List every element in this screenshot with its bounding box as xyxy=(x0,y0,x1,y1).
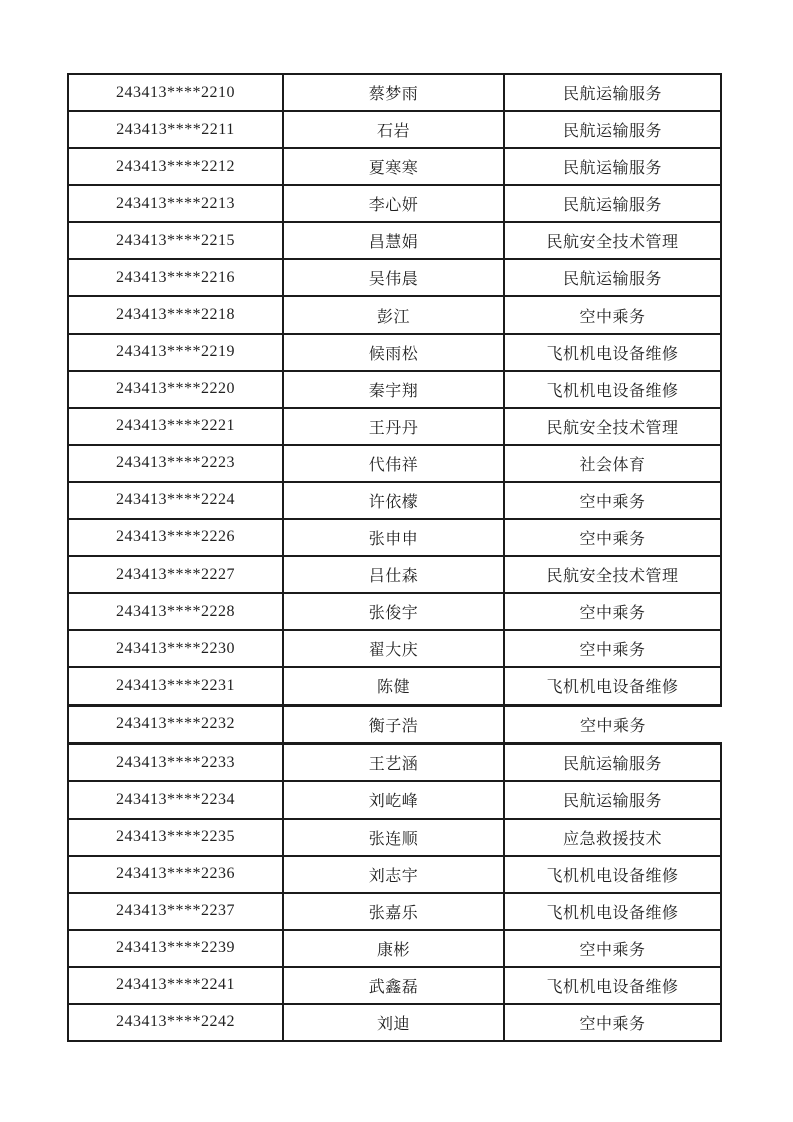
name-cell: 吕仕森 xyxy=(283,556,504,593)
major-cell: 民航运输服务 xyxy=(504,781,721,818)
table-row xyxy=(68,334,721,371)
student-id-cell: 243413****2236 xyxy=(68,856,283,893)
table-row xyxy=(68,296,721,333)
name-cell: 陈健 xyxy=(283,667,504,705)
table-row xyxy=(68,630,721,667)
name-cell: 李心妍 xyxy=(283,185,504,222)
name-cell: 武鑫磊 xyxy=(283,967,504,1004)
student-id-cell: 243413****2215 xyxy=(68,222,283,259)
student-id-cell: 243413****2230 xyxy=(68,630,283,667)
table-row xyxy=(68,593,721,630)
table-row xyxy=(68,74,721,111)
student-id-cell: 243413****2212 xyxy=(68,148,283,185)
major-cell: 民航运输服务 xyxy=(504,259,721,296)
student-id-cell: 243413****2210 xyxy=(68,74,283,111)
major-cell: 民航运输服务 xyxy=(504,185,721,222)
major-cell: 民航运输服务 xyxy=(504,744,721,782)
student-id-cell: 243413****2227 xyxy=(68,556,283,593)
major-cell: 飞机机电设备维修 xyxy=(504,856,721,893)
table-row xyxy=(68,856,721,893)
table-row xyxy=(68,185,721,222)
student-id-cell: 243413****2223 xyxy=(68,445,283,482)
table-row xyxy=(68,259,721,296)
table-row xyxy=(68,967,721,1004)
student-id-cell: 243413****2231 xyxy=(68,667,283,705)
major-cell: 民航运输服务 xyxy=(504,74,721,111)
major-cell: 民航运输服务 xyxy=(504,148,721,185)
name-cell: 石岩 xyxy=(283,111,504,148)
student-id-cell: 243413****2234 xyxy=(68,781,283,818)
name-cell: 王艺涵 xyxy=(283,744,504,782)
table-row xyxy=(68,893,721,930)
major-cell: 空中乘务 xyxy=(504,593,721,630)
major-cell: 民航运输服务 xyxy=(504,111,721,148)
name-cell: 王丹丹 xyxy=(283,408,504,445)
name-cell: 翟大庆 xyxy=(283,630,504,667)
student-table xyxy=(67,73,722,1042)
student-id-cell: 243413****2233 xyxy=(68,744,283,782)
student-id-cell: 243413****2232 xyxy=(68,705,283,744)
student-id-cell: 243413****2242 xyxy=(68,1004,283,1041)
student-id-cell: 243413****2235 xyxy=(68,819,283,856)
table-row xyxy=(68,222,721,259)
student-id-cell: 243413****2221 xyxy=(68,408,283,445)
student-id-cell: 243413****2224 xyxy=(68,482,283,519)
name-cell: 代伟祥 xyxy=(283,445,504,482)
table-row xyxy=(68,744,721,782)
name-cell: 候雨松 xyxy=(283,334,504,371)
name-cell: 刘屹峰 xyxy=(283,781,504,818)
table-row xyxy=(68,819,721,856)
student-id-cell: 243413****2218 xyxy=(68,296,283,333)
name-cell: 吴伟晨 xyxy=(283,259,504,296)
name-cell: 刘迪 xyxy=(283,1004,504,1041)
student-id-cell: 243413****2213 xyxy=(68,185,283,222)
major-cell: 飞机机电设备维修 xyxy=(504,967,721,1004)
major-cell: 飞机机电设备维修 xyxy=(504,893,721,930)
student-id-cell: 243413****2211 xyxy=(68,111,283,148)
name-cell: 刘志宇 xyxy=(283,856,504,893)
student-id-cell: 243413****2219 xyxy=(68,334,283,371)
student-id-cell: 243413****2237 xyxy=(68,893,283,930)
student-id-cell: 243413****2216 xyxy=(68,259,283,296)
name-cell: 秦宇翔 xyxy=(283,371,504,408)
name-cell: 张连顺 xyxy=(283,819,504,856)
student-id-cell: 243413****2228 xyxy=(68,593,283,630)
major-cell: 社会体育 xyxy=(504,445,721,482)
major-cell: 民航安全技术管理 xyxy=(504,222,721,259)
name-cell: 衡子浩 xyxy=(283,705,504,744)
name-cell: 张申申 xyxy=(283,519,504,556)
name-cell: 昌慧娟 xyxy=(283,222,504,259)
major-cell: 飞机机电设备维修 xyxy=(504,371,721,408)
student-id-cell: 243413****2220 xyxy=(68,371,283,408)
name-cell: 夏寒寒 xyxy=(283,148,504,185)
major-cell: 民航安全技术管理 xyxy=(504,408,721,445)
student-id-cell: 243413****2239 xyxy=(68,930,283,967)
major-cell: 空中乘务 xyxy=(504,630,721,667)
name-cell: 康彬 xyxy=(283,930,504,967)
table-row xyxy=(68,148,721,185)
major-cell: 空中乘务 xyxy=(504,482,721,519)
table-row xyxy=(68,930,721,967)
student-id-cell: 243413****2226 xyxy=(68,519,283,556)
table-row xyxy=(68,371,721,408)
table-row xyxy=(68,519,721,556)
student-table-body xyxy=(68,74,721,1041)
major-cell: 民航安全技术管理 xyxy=(504,556,721,593)
name-cell: 彭江 xyxy=(283,296,504,333)
table-row xyxy=(68,111,721,148)
table-row xyxy=(68,445,721,482)
student-id-cell: 243413****2241 xyxy=(68,967,283,1004)
major-cell: 空中乘务 xyxy=(504,519,721,556)
table-row xyxy=(68,1004,721,1041)
table-row xyxy=(68,667,721,705)
major-cell: 飞机机电设备维修 xyxy=(504,334,721,371)
table-row xyxy=(68,482,721,519)
name-cell: 张俊宇 xyxy=(283,593,504,630)
major-cell: 应急救援技术 xyxy=(504,819,721,856)
table-row xyxy=(68,556,721,593)
table-row xyxy=(68,408,721,445)
major-cell: 空中乘务 xyxy=(504,296,721,333)
major-cell: 空中乘务 xyxy=(504,930,721,967)
name-cell: 许依檬 xyxy=(283,482,504,519)
major-cell: 空中乘务 xyxy=(504,1004,721,1041)
major-cell: 空中乘务 xyxy=(504,705,721,744)
major-cell: 飞机机电设备维修 xyxy=(504,667,721,705)
table-row xyxy=(68,781,721,818)
table-row xyxy=(68,705,721,744)
name-cell: 张嘉乐 xyxy=(283,893,504,930)
name-cell: 蔡梦雨 xyxy=(283,74,504,111)
